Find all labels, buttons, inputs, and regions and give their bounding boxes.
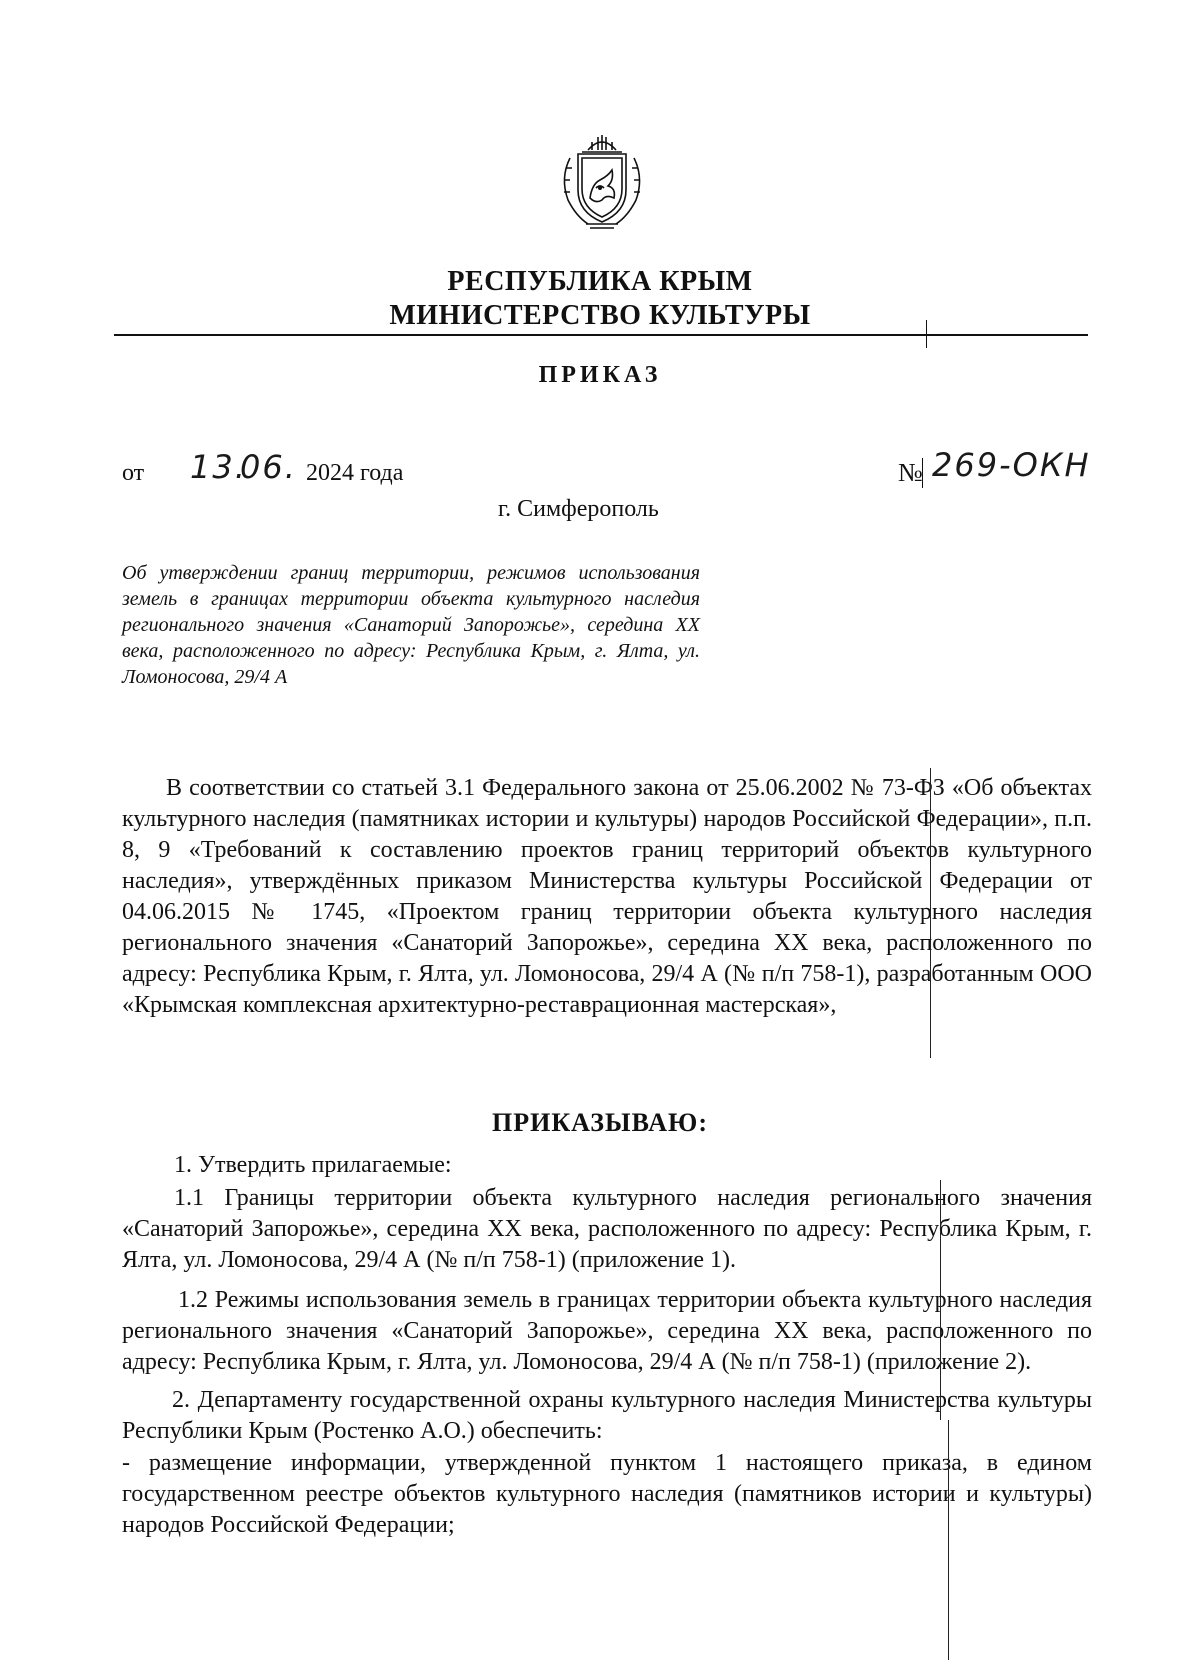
date-year: 2024 года — [306, 460, 404, 486]
order-item-1-1: 1.1 Границы территории объекта культурного наследия регионального значения «Санаторий Запорожье», середина XX века, расположенного по адресу: Республика Крым, г. Ялта, ул. Ломоносова, 29/4 А (№ п/п 758-1) (приложение 1). — [122, 1185, 1092, 1273]
preamble-paragraph: В соответствии со статьей 3.1 Федерального закона от 25.06.2002 № 73-ФЗ «Об объектах культурного наследия (памятниках истории и культуры) народов Российской Федерации», п.п. 8, 9 «Требований к составлению проектов границ территорий объектов культурного наследия», утверждённых приказом Министерства культуры Российской Федерации от 04.06.2015 № 1745, «Проектом границ территории объекта культурного наследия регионального значения «Санаторий Запорожье», середина XX века, расположенного по адресу: Республика Крым, г. Ялта, ул. Ломоносова, 29/4 А (№ п/п 758-1), разработанным ООО «Крымская комплексная архитектурно-реставрационная мастерская», — [122, 775, 1092, 1018]
scan-mark — [926, 320, 927, 348]
coat-of-arms-icon — [548, 128, 656, 234]
order-item-1-2: 1.2 Режимы использования земель в границах территории объекта культурного наследия регионального значения «Санаторий Запорожье», середина XX века, расположенного по адресу: Республика Крым, г. Ялта, ул. Ломоносова, 29/4 А (№ п/п 758-1) (приложение 2). — [122, 1287, 1092, 1375]
handwritten-date-day: 13. — [190, 448, 247, 486]
document-type: ПРИКАЗ — [538, 362, 662, 388]
handwritten-document-number: 269-ОКН — [932, 446, 1091, 484]
number-separator — [922, 458, 923, 488]
scan-artifact-line — [948, 1420, 949, 1660]
org-name-republic: РЕСПУБЛИКА КРЫМ — [447, 266, 753, 297]
scan-artifact-line — [930, 768, 931, 1058]
city: г. Симферополь — [498, 496, 659, 522]
order-item-1: 1. Утвердить прилагаемые: — [174, 1152, 452, 1178]
order-item-2-bullet: - размещение информации, утвержденной пунктом 1 настоящего приказа, в едином государственном реестре объектов культурного наследия (памятников истории и культуры) народов Российской Федерации; — [122, 1450, 1092, 1538]
order-heading: ПРИКАЗЫВАЮ: — [492, 1108, 708, 1137]
order-item-2: 2. Департаменту государственной охраны культурного наследия Министерства культуры Республики Крым (Ростенко А.О.) обеспечить: — [122, 1387, 1092, 1444]
number-label: № — [898, 458, 923, 487]
document-subject: Об утверждении границ территории, режимов использования земель в границах территории объекта культурного наследия регионального значения «Санаторий Запорожье», середина XX века, расположенного по адресу: Республика Крым, г. Ялта, ул. Ломоносова, 29/4 А — [122, 562, 700, 688]
scan-artifact-line — [940, 1180, 941, 1420]
org-name-ministry: МИНИСТЕРСТВО КУЛЬТУРЫ — [389, 300, 811, 331]
handwritten-date-month: 06. — [240, 448, 297, 486]
date-prefix: от — [122, 460, 145, 486]
header-divider — [114, 334, 1088, 336]
